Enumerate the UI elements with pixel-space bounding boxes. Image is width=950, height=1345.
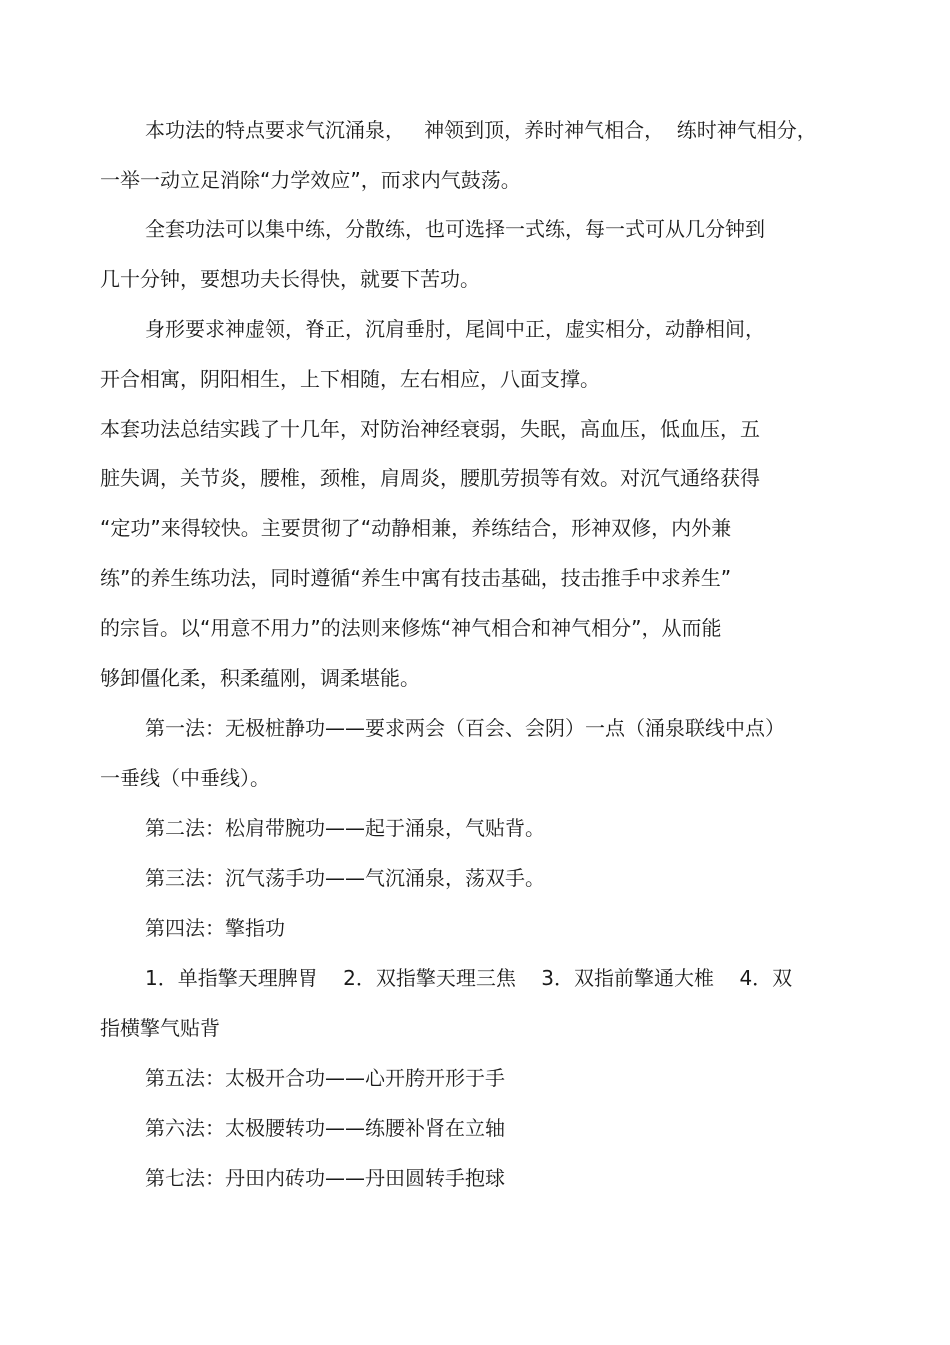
text-line: 第七法：丹田内砖功——丹田圆转手抱球 bbox=[145, 1166, 505, 1190]
text-line: 1．单指擎天理脾胃 2．双指擎天理三焦 3．双指前擎通大椎 4．双 bbox=[145, 966, 793, 990]
text-line: 第一法：无极桩静功——要求两会（百会、会阴）一点（涌泉联线中点） bbox=[145, 716, 785, 740]
text-line: 第二法：松肩带腕功——起于涌泉，气贴背。 bbox=[145, 816, 545, 840]
text-line: 够卸僵化柔，积柔蕴刚，调柔堪能。 bbox=[100, 666, 420, 690]
text-line: 本功法的特点要求气沉涌泉， 神领到顶，养时神气相合， 练时神气相分， bbox=[145, 118, 817, 142]
text-line: 第四法：擎指功 bbox=[145, 916, 285, 940]
text-line: 全套功法可以集中练，分散练，也可选择一式练，每一式可从几分钟到 bbox=[145, 217, 765, 241]
text-line: 本套功法总结实践了十几年，对防治神经衰弱，失眠，高血压，低血压，五 bbox=[100, 417, 760, 441]
text-line: 指横擎气贴背 bbox=[100, 1016, 220, 1040]
text-line: 练”的养生练功法，同时遵循“养生中寓有技击基础，技击推手中求养生” bbox=[100, 566, 732, 590]
text-line: 一垂线（中垂线）。 bbox=[100, 766, 270, 790]
text-line: 几十分钟，要想功夫长得快，就要下苦功。 bbox=[100, 267, 480, 291]
text-line: 脏失调，关节炎，腰椎，颈椎，肩周炎，腰肌劳损等有效。对沉气通络获得 bbox=[100, 466, 760, 490]
text-line: 一举一动立足消除“力学效应”，而求内气鼓荡。 bbox=[100, 168, 521, 192]
text-line: 第五法：太极开合功——心开胯开形于手 bbox=[145, 1066, 505, 1090]
text-line: 开合相寓，阴阳相生，上下相随，左右相应，八面支撑。 bbox=[100, 367, 600, 391]
text-line: 身形要求神虚领，脊正，沉肩垂肘，尾闾中正，虚实相分，动静相间， bbox=[145, 317, 765, 341]
text-line: 的宗旨。以“用意不用力”的法则来修炼“神气相合和神气相分”，从而能 bbox=[100, 616, 722, 640]
text-line: 第六法：太极腰转功——练腰补肾在立轴 bbox=[145, 1116, 505, 1140]
text-line: 第三法：沉气荡手功——气沉涌泉，荡双手。 bbox=[145, 866, 545, 890]
text-line: “定功”来得较快。主要贯彻了“动静相兼，养练结合，形神双修，内外兼 bbox=[100, 516, 732, 540]
